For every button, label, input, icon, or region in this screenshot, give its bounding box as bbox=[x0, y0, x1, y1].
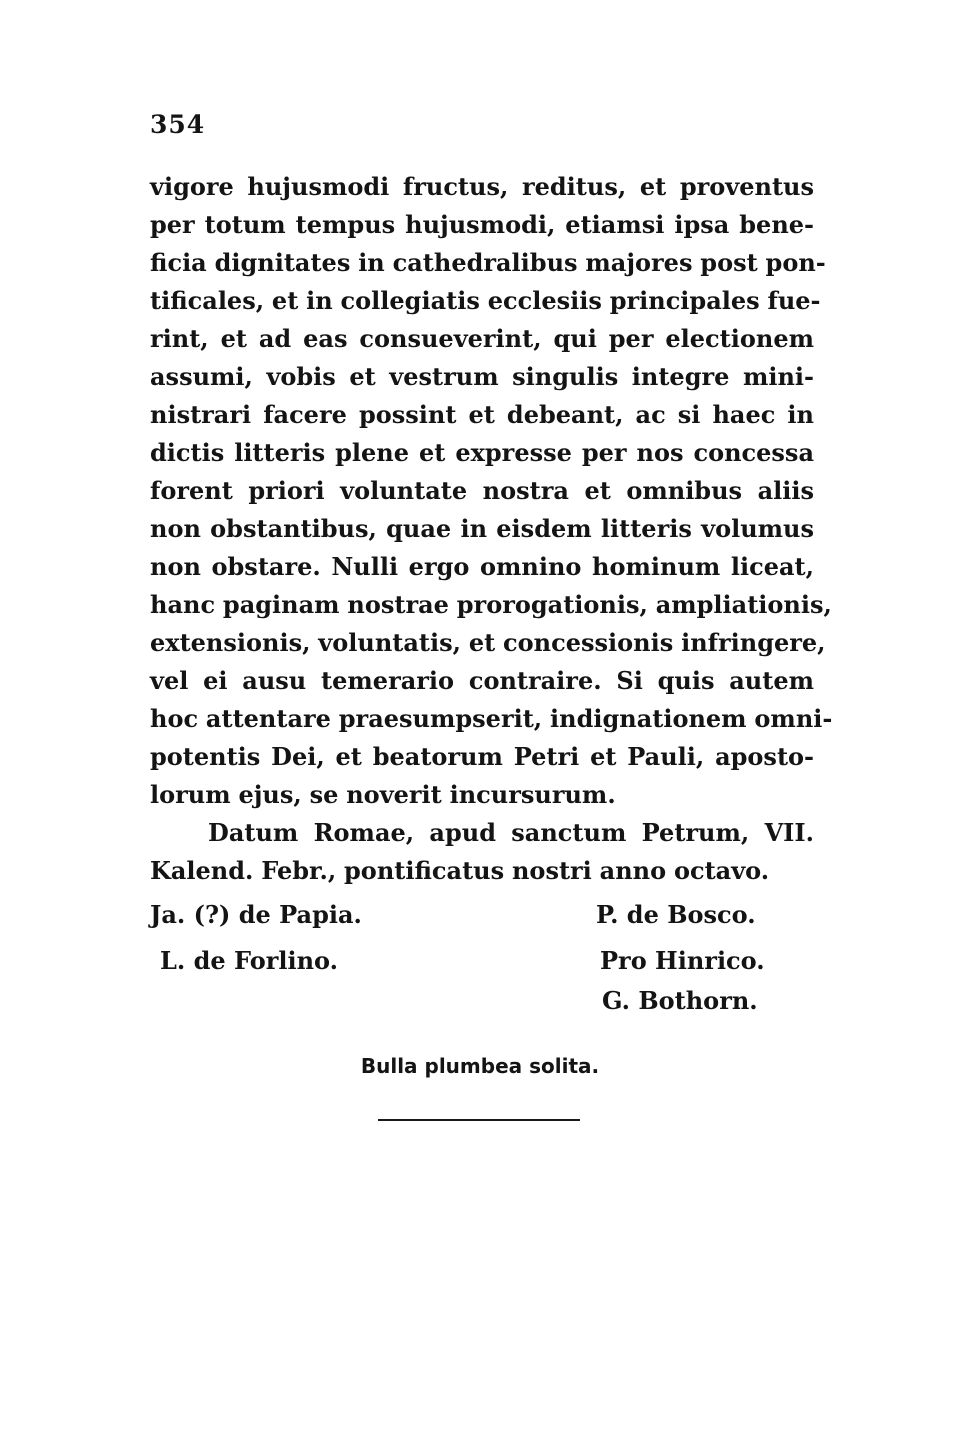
body-line: per totum tempus hujusmodi, etiamsi ipsa bene- bbox=[150, 210, 814, 239]
dating-line: Datum Romae, apud sanctum Petrum, VII. bbox=[208, 818, 814, 847]
body-line: hanc paginam nostrae prorogationis, ampliationis, bbox=[150, 590, 832, 619]
signature-left: Ja. (?) de Papia. bbox=[150, 900, 362, 929]
closing-rule bbox=[378, 1119, 580, 1121]
body-line: non obstantibus, quae in eisdem litteris volumus bbox=[150, 514, 814, 543]
body-line: rint, et ad eas consueverint, qui per electionem bbox=[150, 324, 814, 353]
body-line: vigore hujusmodi fructus, reditus, et proventus bbox=[150, 172, 814, 201]
body-line: assumi, vobis et vestrum singulis integre mini- bbox=[150, 362, 814, 391]
body-line: potentis Dei, et beatorum Petri et Pauli, aposto- bbox=[150, 742, 814, 771]
signature-left: L. de Forlino. bbox=[160, 946, 338, 975]
body-line: vel ei ausu temerario contraire. Si quis autem bbox=[150, 666, 814, 695]
body-line: extensionis, voluntatis, et concessionis infringere, bbox=[150, 628, 826, 657]
signature-right: G. Bothorn. bbox=[602, 986, 758, 1015]
body-line: dictis litteris plene et expresse per nos concessa bbox=[150, 438, 814, 467]
body-text bbox=[150, 168, 833, 890]
body-line: hoc attentare praesumpserit, indignationem omni- bbox=[150, 704, 833, 733]
dating-line: Kalend. Febr., pontificatus nostri anno octavo. bbox=[150, 856, 770, 885]
signature-right: P. de Bosco. bbox=[596, 900, 756, 929]
body-line: nistrari facere possint et debeant, ac si haec in bbox=[150, 400, 814, 429]
signature-right: Pro Hinrico. bbox=[600, 946, 765, 975]
body-line: non obstare. Nulli ergo omnino hominum liceat, bbox=[150, 552, 814, 581]
body-line: ficia dignitates in cathedralibus majores post pon- bbox=[150, 248, 826, 277]
body-line: tificales, et in collegiatis ecclesiis principales fue- bbox=[150, 286, 821, 315]
page-number: 354 bbox=[150, 110, 206, 139]
seal-note: Bulla plumbea solita. bbox=[360, 1054, 600, 1078]
body-line: lorum ejus, se noverit incursurum. bbox=[150, 780, 616, 809]
body-line: forent priori voluntate nostra et omnibus aliis bbox=[150, 476, 814, 505]
